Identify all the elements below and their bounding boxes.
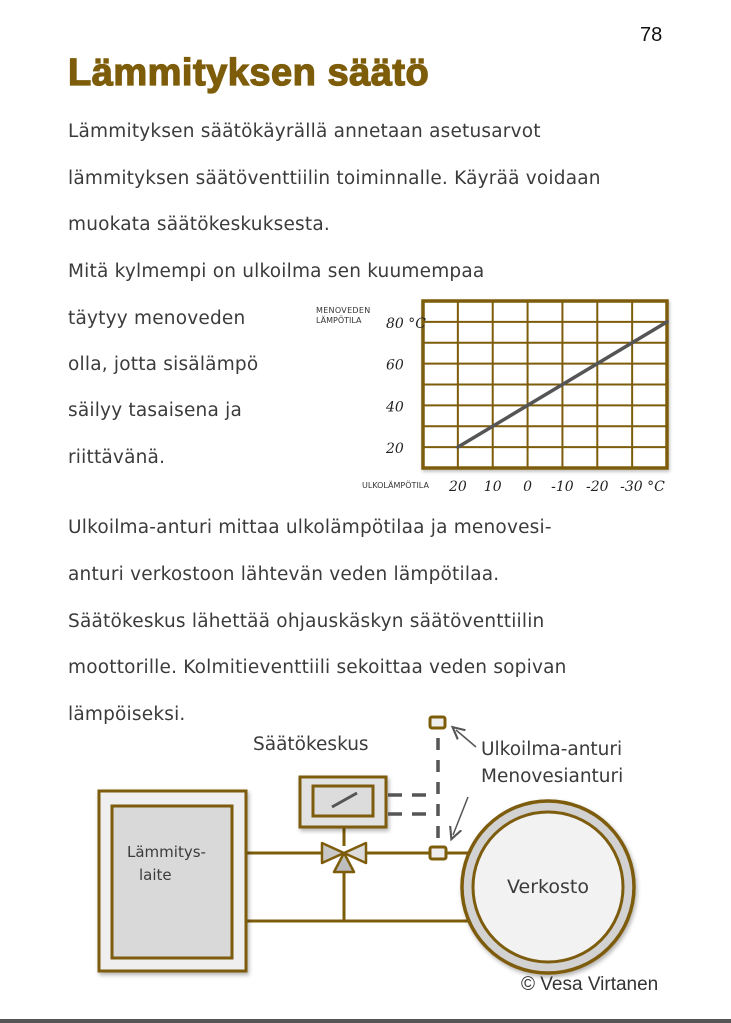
chart-grid [423,301,667,468]
x-tick-label: 10 [483,479,502,495]
heater-unit [99,791,246,971]
page-number: 78 [640,24,663,46]
heater-label-line2: laite [139,866,172,884]
supply-sensor-icon [430,847,446,859]
x-tick-label: -30 °C [620,479,665,495]
x-axis-label: ULKOLÄMPÖTILA [362,481,429,490]
heating-curve-chart [300,290,680,505]
x-tick-label: -20 [586,479,609,495]
sensors-line: Ulkoilma-anturi mittaa ulkolämpötilaa ja menovesi- [68,517,552,538]
x-tick-label: 20 [448,479,467,495]
supply-sensor-label: Menovesianturi [481,766,624,787]
intro-line: riittävänä. [68,447,166,468]
heating-system-diagram [0,700,731,1000]
y-tick-label: 20 [386,441,404,458]
intro-line: Mitä kylmempi on ulkoilma sen kuumempaa [68,261,485,282]
pipes [246,828,478,921]
sensors-line: anturi verkostoon lähtevän veden lämpötilaa. [68,564,500,585]
x-tick-label: 0 [523,479,533,495]
sensors-line: lämpöiseksi. [68,704,186,725]
controller-label: Säätökeskus [253,734,369,755]
y-tick-label: 80 °C [386,315,426,332]
intro-line: olla, jotta sisälämpö [68,354,259,375]
signal-wires [388,738,438,844]
bottom-divider [0,1019,731,1023]
x-tick-label: -10 [551,479,574,495]
page-title: Lämmityksen säätö [68,52,430,94]
outdoor-sensor-arrow [456,730,476,747]
y-tick-label: 60 [386,357,404,374]
sensors-line: moottorille. Kolmitieventtiili sekoittaa veden sopivan [68,657,567,678]
y-axis-label-line1: MENOVEDEN [316,306,371,315]
three-way-valve-icon [322,843,366,872]
outdoor-sensor-label: Ulkoilma-anturi [481,739,623,760]
intro-line: muokata säätökeskuksesta. [68,214,330,235]
outdoor-sensor-icon [430,717,445,728]
intro-line: Lämmityksen säätökäyrällä annetaan asetusarvot [68,121,541,142]
y-axis-label-line2: LÄMPÖTILA [316,316,362,325]
network-label: Verkosto [507,876,589,898]
intro-line: säilyy tasaisena ja [68,400,242,421]
y-tick-label: 40 [386,399,404,416]
intro-line: täytyy menoveden [68,308,246,329]
sensors-line: Säätökeskus lähettää ohjauskäskyn säätöventtiilin [68,611,545,632]
intro-line: lämmityksen säätöventtiilin toiminnalle. Käyrää voidaan [68,168,601,189]
copyright-text: © Vesa Virtanen [521,974,659,995]
supply-sensor-arrow [453,797,468,835]
heater-label-line1: Lämmitys- [127,843,206,861]
